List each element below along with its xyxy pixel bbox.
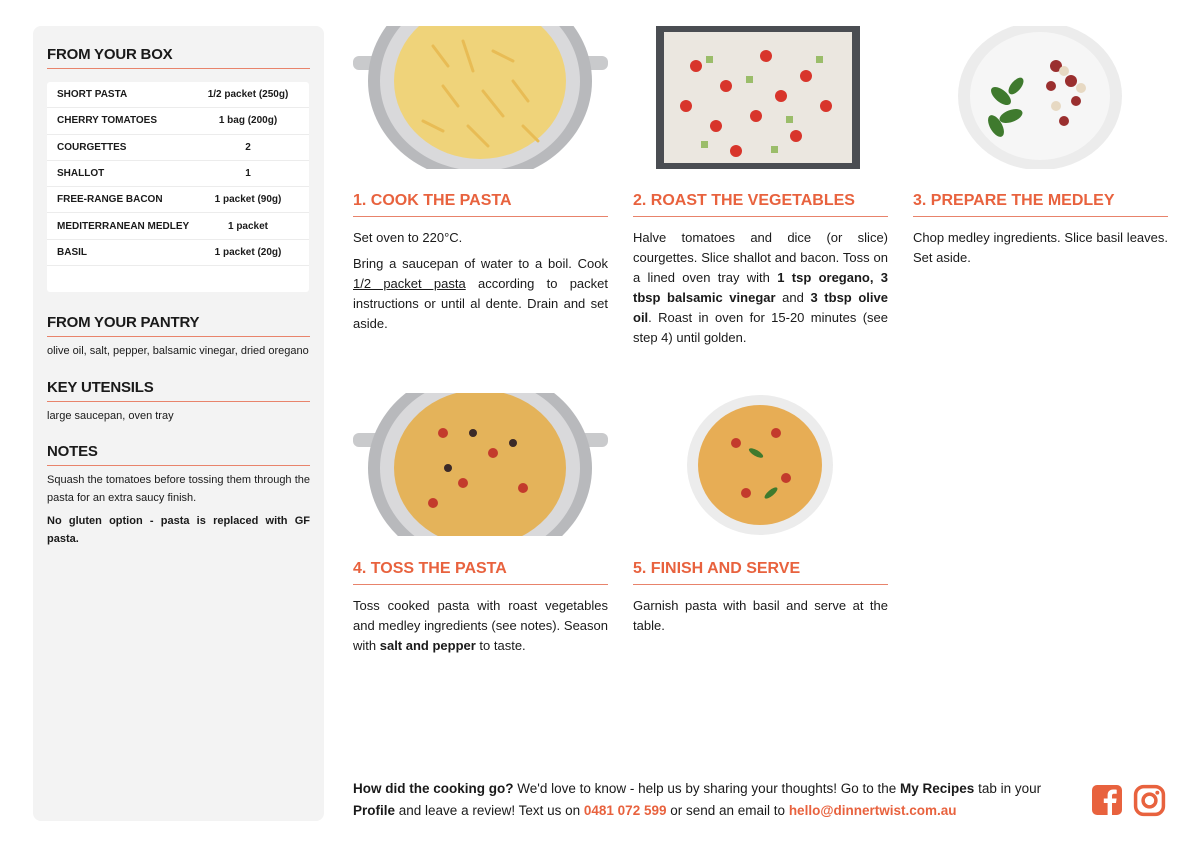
step-3-text: Chop medley ingredients. Slice basil leaves. Set aside. (913, 230, 1168, 265)
table-row: COURGETTES 2 (47, 135, 309, 161)
roast-vegetables-photo (656, 26, 860, 169)
phone-link[interactable]: 0481 072 599 (583, 803, 667, 818)
instagram-icon[interactable] (1133, 784, 1166, 817)
step-5-title: 5. FINISH AND SERVE (633, 560, 888, 585)
email-link[interactable]: hello@dinnertwist.com.au (788, 803, 957, 818)
utensils-heading: KEY UTENSILS (47, 379, 310, 402)
notes-text: Squash the tomatoes before tossing them through the pasta for an extra saucy finish. (47, 474, 310, 504)
step-4-title: 4. TOSS THE PASTA (353, 560, 608, 585)
table-row: MEDITERRANEAN MEDLEY 1 packet (47, 213, 309, 239)
step-5-text: Garnish pasta with basil and serve at the table. (633, 598, 888, 633)
step-2-title: 2. ROAST THE VEGETABLES (633, 192, 888, 217)
table-row: SHORT PASTA 1/2 packet (250g) (47, 82, 309, 108)
pantry-section (47, 314, 310, 361)
finish-serve-photo (686, 393, 834, 536)
step-2 (633, 192, 888, 348)
toss-pasta-photo (353, 393, 608, 536)
notes-section (47, 443, 310, 548)
cook-pasta-photo (353, 26, 608, 169)
step-1-text-2: Bring a saucepan of water to a boil. Cook 1/2 packet pasta according to packet instructions or until al dente. Drain and set aside. (353, 256, 608, 331)
step-3 (913, 192, 1168, 268)
step-1-title: 1. COOK THE PASTA (353, 192, 608, 217)
utensils-section (47, 379, 310, 426)
step-4 (353, 560, 608, 656)
table-row: CHERRY TOMATOES 1 bag (200g) (47, 108, 309, 134)
box-heading: FROM YOUR BOX (47, 46, 310, 69)
step-3-title: 3. PREPARE THE MEDLEY (913, 192, 1168, 217)
step-2-text: Halve tomatoes and dice (or slice) courgettes. Slice shallot and bacon. Toss on a lined oven tray with 1 tsp oregano, 3 tbsp balsamic vinegar and 3 tbsp olive oil. Roast in oven for 15-20 minutes (see step 4) until golden. (633, 230, 888, 345)
table-row: SHALLOT 1 (47, 161, 309, 187)
notes-gluten-text: No gluten option - pasta is replaced with GF pasta. (47, 515, 310, 545)
step-1-text-1: Set oven to 220°C. (353, 230, 463, 245)
utensils-text: large saucepan, oven tray (47, 409, 174, 422)
step-5 (633, 560, 888, 636)
table-row: FREE-RANGE BACON 1 packet (90g) (47, 187, 309, 213)
notes-heading: NOTES (47, 443, 310, 466)
table-row: BASIL 1 packet (20g) (47, 240, 309, 266)
step-1 (353, 192, 608, 334)
box-ingredients-table (47, 82, 309, 292)
pantry-heading: FROM YOUR PANTRY (47, 314, 310, 337)
facebook-icon[interactable] (1091, 784, 1123, 816)
feedback-footer: How did the cooking go? We'd love to know - help us by sharing your thoughts! Go to the My Recipes tab in your Profile and leave a review! Text us on 0481 072 599 or send an email to hello@dinnertwist.com.au (353, 781, 1042, 818)
pantry-text: olive oil, salt, pepper, balsamic vinegar, dried oregano (47, 345, 309, 357)
prepare-medley-photo (956, 26, 1124, 169)
ingredients-sidebar (33, 26, 324, 821)
step-4-text: Toss cooked pasta with roast vegetables and medley ingredients (see notes). Season with salt and pepper to taste. (353, 598, 608, 653)
